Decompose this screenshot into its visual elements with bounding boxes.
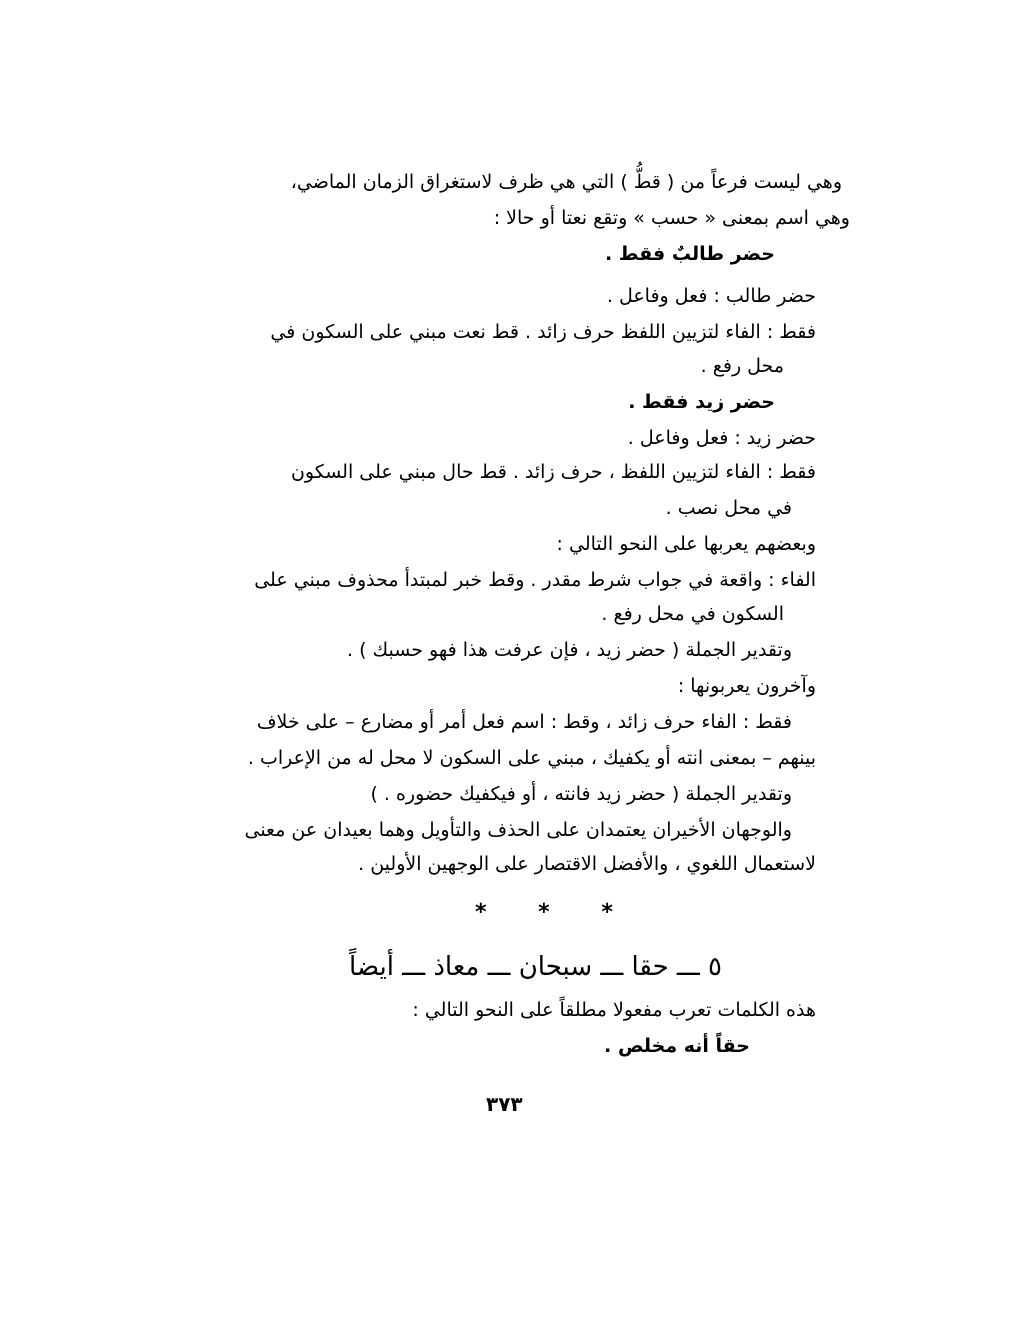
text-line: في محل نصب . (665, 497, 792, 519)
text-line: الفاء : واقعة في جواب شرط مقدر . وقط خبر لمبتدأ محذوف مبني على (254, 569, 816, 591)
example-sentence: حضر طالبٌ فقط . (604, 243, 775, 265)
text-line: فقط : الفاء لتزيين اللفظ حرف زائد . قط نعت مبني على السكون في (270, 321, 816, 343)
text-line: والوجهان الأخيران يعتمدان على الحذف والتأويل وهما بعيدان عن معنى (244, 819, 792, 841)
text-line: حضر طالب : فعل وفاعل . (606, 285, 816, 307)
text-line: وهي اسم بمعنى « حسب » وتقع نعتا أو حالا : (493, 207, 850, 229)
text-line: فقط : الفاء لتزيين اللفظ ، حرف زائد . قط حال مبني على السكون (290, 461, 816, 483)
text-line: وآخرون يعربونها : (677, 675, 816, 697)
text-line: السكون في محل رفع . (601, 603, 784, 625)
text-line: وتقدير الجملة ( حضر زيد ، فإن عرفت هذا فهو حسبك ) . (347, 639, 792, 661)
text-line: وبعضهم يعربها على النحو التالي : (556, 533, 816, 555)
example-sentence: حقاً أنه مخلص . (604, 1035, 750, 1057)
text-line: لاستعمال اللغوي ، والأفضل الاقتصار على الوجهين الأولين . (358, 853, 816, 875)
text-line: فقط : الفاء حرف زائد ، وقط : اسم فعل أمر أو مضارع – على خلاف (256, 711, 792, 733)
text-line: محل رفع . (700, 355, 784, 377)
text-line: وهي ليست فرعاً من ( قطُّ ) التي هي ظرف لاستغراق الزمان الماضي، (290, 171, 842, 193)
text-line: وتقدير الجملة ( حضر زيد فانته ، أو فيكفيك حضوره . ) (370, 783, 792, 805)
section-separator: * * * (475, 900, 635, 925)
text-line: بينهم – بمعنى انته أو يكفيك ، مبني على السكون لا محل له من الإعراب . (247, 747, 816, 769)
text-line: حضر زيد : فعل وفاعل . (627, 427, 816, 449)
section-intro: هذه الكلمات تعرب مفعولا مطلقاً على النحو التالي : (412, 999, 816, 1021)
page-number: ٣٧٣ (486, 1092, 523, 1116)
section-heading: ٥ ـــ حقا ـــ سبحان ـــ معاذ ـــ أيضاً (349, 952, 722, 982)
example-sentence: حضر زيد فقط . (628, 391, 775, 413)
